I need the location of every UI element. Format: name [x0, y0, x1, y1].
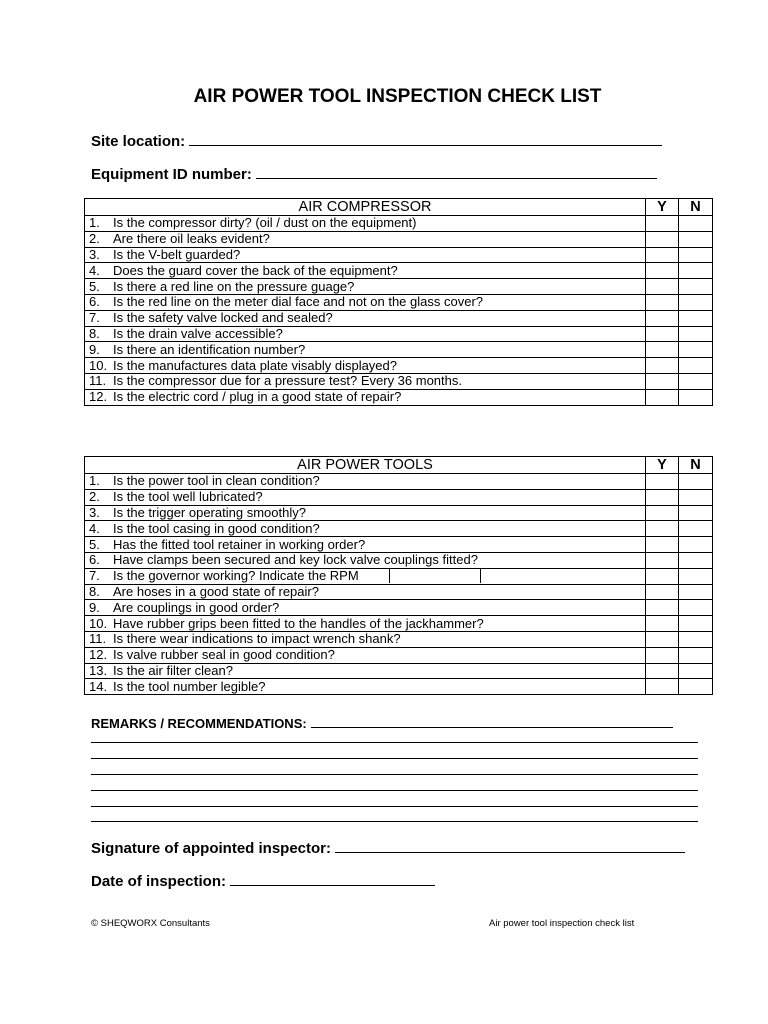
- checklist-question: [85, 568, 646, 584]
- no-checkbox-cell[interactable]: [679, 247, 713, 263]
- checklist-row: [85, 231, 713, 247]
- air-compressor-table: [84, 198, 713, 406]
- checklist-row: [85, 584, 713, 600]
- item-text: Are hoses in a good state of repair?: [113, 583, 319, 599]
- item-text: Is the manufactures data plate visably displayed?: [113, 357, 398, 373]
- air-power-tools-heading: AIR POWER TOOLS: [85, 457, 646, 474]
- checklist-question: [85, 552, 646, 568]
- signature-field[interactable]: [91, 838, 685, 857]
- item-text: Is the compressor due for a pressure test? Every 36 months.: [113, 373, 462, 389]
- item-number: 5.: [89, 278, 100, 294]
- item-number: 9.: [89, 599, 100, 615]
- checklist-question: [85, 373, 646, 389]
- checklist-row: [85, 505, 713, 521]
- checklist-question: [85, 310, 646, 326]
- yes-checkbox-cell[interactable]: [646, 279, 679, 295]
- yes-checkbox-cell[interactable]: [646, 552, 679, 568]
- yes-column-header: Y: [646, 457, 679, 474]
- no-checkbox-cell[interactable]: [679, 505, 713, 521]
- no-column-header: N: [679, 199, 713, 216]
- yes-checkbox-cell[interactable]: [646, 663, 679, 679]
- date-line[interactable]: [230, 871, 435, 886]
- item-text: Are there oil leaks evident?: [113, 231, 270, 247]
- remarks-line[interactable]: [91, 774, 698, 775]
- checklist-question: [85, 358, 646, 374]
- equipment-id-line[interactable]: [256, 164, 657, 179]
- yes-checkbox-cell[interactable]: [646, 216, 679, 232]
- no-checkbox-cell[interactable]: [679, 568, 713, 584]
- item-number: 3.: [89, 246, 100, 262]
- item-number: 10.: [89, 357, 108, 373]
- site-location-line[interactable]: [189, 131, 662, 146]
- checklist-row: [85, 263, 713, 279]
- page-title: AIR POWER TOOL INSPECTION CHECK LIST: [193, 86, 602, 107]
- checklist-row: [85, 568, 713, 584]
- yes-checkbox-cell[interactable]: [646, 358, 679, 374]
- checklist-question: [85, 647, 646, 663]
- yes-checkbox-cell[interactable]: [646, 373, 679, 389]
- checklist-question: [85, 342, 646, 358]
- yes-column-header: Y: [646, 199, 679, 216]
- item-number: 11.: [89, 631, 107, 647]
- checklist-row: [85, 389, 713, 405]
- remarks-line[interactable]: [91, 821, 698, 822]
- checklist-row: [85, 521, 713, 537]
- checklist-row: [85, 326, 713, 342]
- checklist-question: [85, 247, 646, 263]
- checklist-row: [85, 600, 713, 616]
- no-checkbox-cell[interactable]: [679, 310, 713, 326]
- footer-doc-title: Air power tool inspection check list: [489, 918, 635, 929]
- no-checkbox-cell[interactable]: [679, 216, 713, 232]
- remarks-line[interactable]: [91, 758, 698, 759]
- yes-checkbox-cell[interactable]: [646, 505, 679, 521]
- checklist-row: [85, 679, 713, 695]
- yes-checkbox-cell[interactable]: [646, 647, 679, 663]
- checklist-question: [85, 600, 646, 616]
- checklist-question: [85, 584, 646, 600]
- no-checkbox-cell[interactable]: [679, 616, 713, 632]
- equipment-id-field[interactable]: [91, 164, 657, 183]
- remarks-line[interactable]: [91, 806, 698, 807]
- yes-checkbox-cell[interactable]: [646, 568, 679, 584]
- checklist-question: [85, 679, 646, 695]
- checklist-question: [85, 537, 646, 553]
- remarks-line[interactable]: [91, 790, 698, 791]
- item-number: 6.: [89, 294, 100, 310]
- checklist-row: [85, 537, 713, 553]
- no-checkbox-cell[interactable]: [679, 474, 713, 490]
- yes-checkbox-cell[interactable]: [646, 474, 679, 490]
- item-number: 2.: [89, 489, 100, 505]
- yes-checkbox-cell[interactable]: [646, 600, 679, 616]
- equipment-id-label: Equipment ID number:: [91, 166, 252, 183]
- yes-checkbox-cell[interactable]: [646, 537, 679, 553]
- item-text: Are couplings in good order?: [113, 599, 280, 615]
- item-text: Has the fitted tool retainer in working order?: [113, 536, 366, 552]
- item-number: 10.: [89, 615, 108, 631]
- remarks-line[interactable]: [311, 714, 673, 728]
- item-number: 3.: [89, 504, 100, 520]
- yes-checkbox-cell[interactable]: [646, 489, 679, 505]
- yes-checkbox-cell[interactable]: [646, 631, 679, 647]
- air-power-tools-table: [84, 456, 713, 695]
- remarks-label: REMARKS / RECOMMENDATIONS:: [91, 716, 307, 731]
- item-number: 1.: [89, 215, 100, 231]
- no-checkbox-cell[interactable]: [679, 631, 713, 647]
- remarks-line[interactable]: [91, 742, 698, 743]
- item-text: Is there an identification number?: [113, 341, 306, 357]
- no-checkbox-cell[interactable]: [679, 263, 713, 279]
- checklist-row: [85, 616, 713, 632]
- no-checkbox-cell[interactable]: [679, 647, 713, 663]
- checklist-question: [85, 505, 646, 521]
- checklist-question: [85, 489, 646, 505]
- yes-checkbox-cell[interactable]: [646, 231, 679, 247]
- yes-checkbox-cell[interactable]: [646, 616, 679, 632]
- item-number: 1.: [89, 473, 100, 489]
- yes-checkbox-cell[interactable]: [646, 263, 679, 279]
- site-location-label: Site location:: [91, 133, 186, 150]
- item-text: Is the tool number legible?: [113, 678, 266, 694]
- no-checkbox-cell[interactable]: [679, 600, 713, 616]
- item-number: 7.: [89, 568, 100, 584]
- checklist-question: [85, 231, 646, 247]
- yes-checkbox-cell[interactable]: [646, 521, 679, 537]
- yes-checkbox-cell[interactable]: [646, 326, 679, 342]
- no-checkbox-cell[interactable]: [679, 679, 713, 695]
- no-checkbox-cell[interactable]: [679, 389, 713, 405]
- checklist-row: [85, 279, 713, 295]
- item-text: Is the electric cord / plug in a good state of repair?: [113, 389, 402, 405]
- checklist-question: [85, 279, 646, 295]
- item-number: 9.: [89, 341, 100, 357]
- no-checkbox-cell[interactable]: [679, 279, 713, 295]
- checklist-row: [85, 373, 713, 389]
- item-number: 8.: [89, 583, 100, 599]
- checklist-question: [85, 631, 646, 647]
- item-number: 7.: [89, 310, 100, 326]
- no-checkbox-cell[interactable]: [679, 294, 713, 310]
- yes-checkbox-cell[interactable]: [646, 294, 679, 310]
- footer-copyright: © SHEQWORX Consultants: [91, 918, 210, 929]
- item-number: 8.: [89, 325, 100, 341]
- item-number: 5.: [89, 536, 100, 552]
- site-location-field[interactable]: [91, 131, 662, 150]
- checklist-row: [85, 489, 713, 505]
- checklist-question: [85, 326, 646, 342]
- yes-checkbox-cell[interactable]: [646, 247, 679, 263]
- checklist-question: [85, 616, 646, 632]
- no-checkbox-cell[interactable]: [679, 342, 713, 358]
- no-checkbox-cell[interactable]: [679, 373, 713, 389]
- checklist-row: [85, 358, 713, 374]
- item-number: 6.: [89, 552, 100, 568]
- item-text: Is the air filter clean?: [113, 662, 233, 678]
- item-text: Is the V-belt guarded?: [113, 246, 241, 262]
- yes-checkbox-cell[interactable]: [646, 310, 679, 326]
- checklist-question: [85, 663, 646, 679]
- yes-checkbox-cell[interactable]: [646, 342, 679, 358]
- checklist-question: [85, 521, 646, 537]
- item-number: 12.: [89, 389, 108, 405]
- checklist-row: [85, 552, 713, 568]
- no-column-header: N: [679, 457, 713, 474]
- item-text: Have rubber grips been fitted to the handles of the jackhammer?: [113, 615, 484, 631]
- item-text: Is the power tool in clean condition?: [113, 473, 320, 489]
- item-text: Is the governor working? Indicate the RPM: [113, 568, 359, 584]
- item-text: Is the trigger operating smoothly?: [113, 504, 306, 520]
- rpm-input-box[interactable]: [389, 569, 481, 583]
- checklist-row: [85, 663, 713, 679]
- checklist-row: [85, 294, 713, 310]
- checklist-row: [85, 216, 713, 232]
- item-text: Is valve rubber seal in good condition?: [113, 647, 335, 663]
- no-checkbox-cell[interactable]: [679, 231, 713, 247]
- item-text: Is there a red line on the pressure guage?: [113, 278, 355, 294]
- item-number: 11.: [89, 373, 107, 389]
- checklist-question: [85, 389, 646, 405]
- item-number: 14.: [89, 678, 108, 694]
- no-checkbox-cell[interactable]: [679, 537, 713, 553]
- no-checkbox-cell[interactable]: [679, 552, 713, 568]
- item-number: 2.: [89, 231, 100, 247]
- checklist-question: [85, 263, 646, 279]
- item-text: Have clamps been secured and key lock valve couplings fitted?: [113, 552, 478, 568]
- signature-line[interactable]: [335, 838, 685, 853]
- checklist-question: [85, 474, 646, 490]
- checklist-row: [85, 342, 713, 358]
- checklist-row: [85, 474, 713, 490]
- item-text: Is the tool casing in good condition?: [113, 520, 320, 536]
- signature-label: Signature of appointed inspector:: [91, 840, 332, 857]
- no-checkbox-cell[interactable]: [679, 326, 713, 342]
- yes-checkbox-cell[interactable]: [646, 679, 679, 695]
- item-text: Does the guard cover the back of the equipment?: [113, 262, 398, 278]
- yes-checkbox-cell[interactable]: [646, 584, 679, 600]
- yes-checkbox-cell[interactable]: [646, 389, 679, 405]
- checklist-row: [85, 647, 713, 663]
- item-text: Is the red line on the meter dial face and not on the glass cover?: [113, 294, 484, 310]
- no-checkbox-cell[interactable]: [679, 663, 713, 679]
- no-checkbox-cell[interactable]: [679, 584, 713, 600]
- date-field[interactable]: [91, 871, 435, 890]
- item-text: Is the drain valve accessible?: [113, 325, 283, 341]
- remarks-field[interactable]: [91, 714, 673, 731]
- checklist-row: [85, 631, 713, 647]
- item-number: 4.: [89, 520, 100, 536]
- checklist-row: [85, 310, 713, 326]
- item-number: 12.: [89, 647, 108, 663]
- checklist-question: [85, 216, 646, 232]
- no-checkbox-cell[interactable]: [679, 489, 713, 505]
- no-checkbox-cell[interactable]: [679, 358, 713, 374]
- checklist-row: [85, 247, 713, 263]
- no-checkbox-cell[interactable]: [679, 521, 713, 537]
- item-text: Is the compressor dirty? (oil / dust on the equipment): [113, 215, 417, 231]
- air-compressor-heading: AIR COMPRESSOR: [85, 199, 646, 216]
- item-text: Is the tool well lubricated?: [113, 489, 263, 505]
- date-label: Date of inspection:: [91, 873, 227, 890]
- item-text: Is the safety valve locked and sealed?: [113, 310, 333, 326]
- item-number: 4.: [89, 262, 100, 278]
- checklist-question: [85, 294, 646, 310]
- item-text: Is there wear indications to impact wrench shank?: [113, 631, 401, 647]
- item-number: 13.: [89, 662, 108, 678]
